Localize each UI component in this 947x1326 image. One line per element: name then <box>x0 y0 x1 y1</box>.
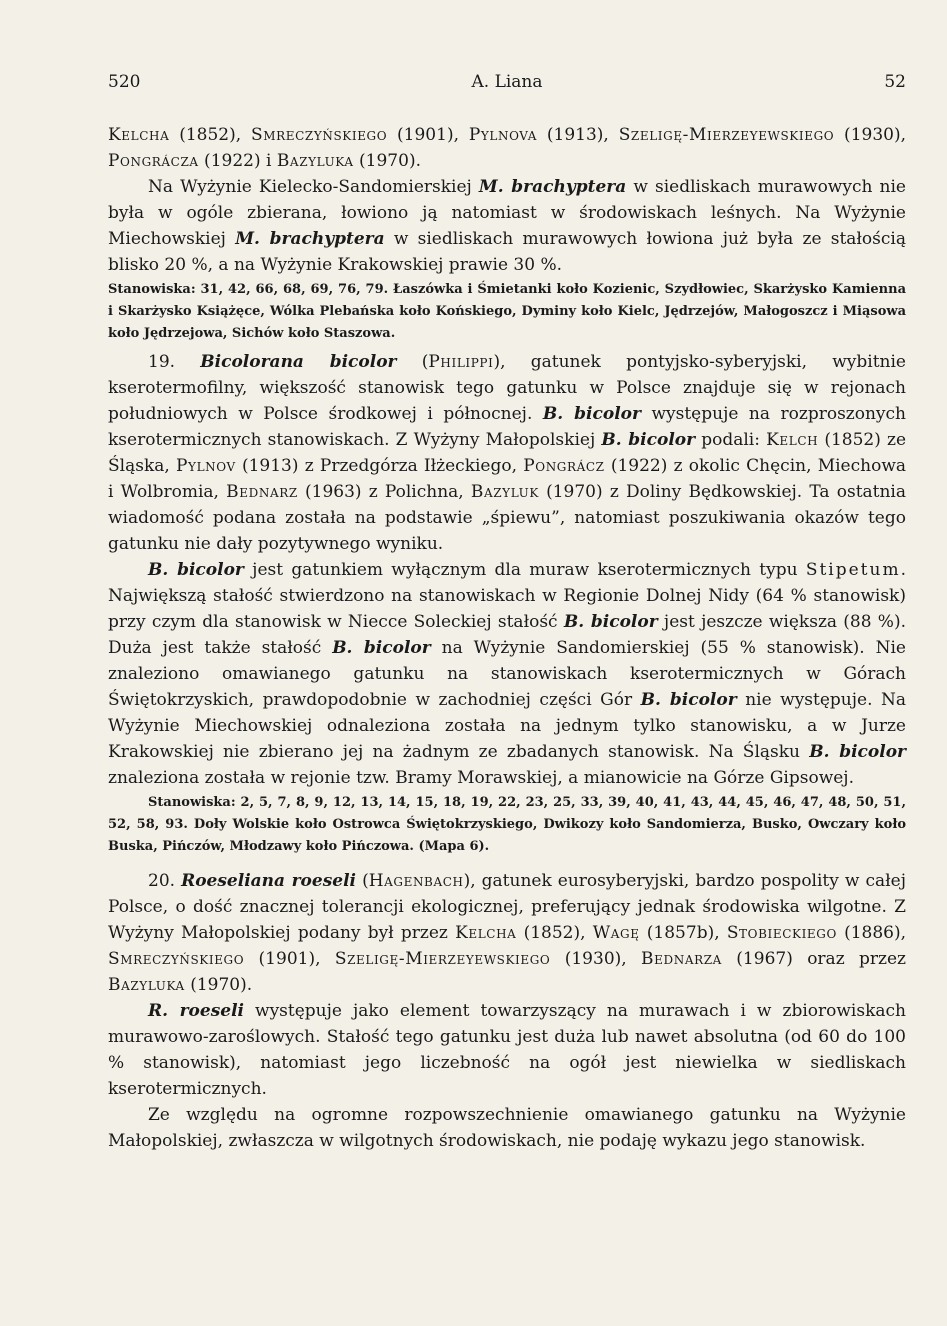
paragraph-bicolorana: 19. Bicolorana bicolor (Philippi), gatunek pontyjsko-syberyjski, wybitnie kserotermofilny, większość stanowisk tego gatunku w Polsce znajduje się w rejonach południowych w Polsce środkowej i północnej. B. bicolor występuje na rozproszonych kserotermicznych stanowiskach. Z Wyżyny Małopolskiej B. bicolor podali: Kelch (1852) ze Śląska, Pylnov (1913) z Przedgórza Iłżeckiego, Pongrácz (1922) z okolic Chęcin, Miechowa i Wolbromia, Bednarz (1963) z Polichna, Bazyluk (1970) z Doliny Będkowskiej. Ta ostatnia wiadomość podana została na podstawie „śpiewu”, natomiast poszukiwania okazów tego gatunku nie dały pozytywnego wyniku. <box>108 352 907 554</box>
paragraph-bicolor-habitat: B. bicolor jest gatunkiem wyłącznym dla muraw kserotermicznych typu Stipetum. Największą stałość stwierdzono na stanowiskach w Regionie Dolnej Nidy (64 % stanowisk) przy czym dla stanowisk w Niecce Soleckiej stałość B. bicolor jest jeszcze większa (88 %). Duża jest także stałość B. bicolor na Wyżynie Sandomierskiej (55 % stanowisk). Nie znaleziono omawianego gatunku na stanowiskach kserotermicznych w Górach Świętokrzyskich, prawdopodobnie w zachodniej części Gór B. bicolor nie występuje. Na Wyżynie Miechowskiej odnaleziona została na jednym tylko stanowisku, a w Jurze Krakowskiej nie zbierano jej na żadnym ze zbadanych stanowisk. Na Śląsku B. bicolor znaleziona została w rejonie tzw. Bramy Morawskiej, a mianowicie na Górze Gipsowej. <box>108 560 906 788</box>
page-number: 520 <box>108 72 141 92</box>
paragraph-brachyptera: Na Wyżynie Kielecko-Sandomierskiej M. brachyptera w siedliskach murawowych nie była w ogóle zbierana, łowiono ją natomiast w środowiskach leśnych. Na Wyżynie Miechowskiej M. brachyptera w siedliskach murawowych łowiona już była ze stałością blisko 20 %, a na Wyżynie Krakowskiej prawie 30 %. <box>108 177 906 275</box>
text-body <box>108 122 906 1154</box>
page-number-original: 52 <box>884 72 906 92</box>
paragraph-roeseliana: 20. Roeseliana roeseli (Hagenbach), gatunek eurosyberyjski, bardzo pospolity w całej Polsce, o dość znacznej tolerancji ekologicznej, preferujący jednak środowiska wilgotne. Z Wyżyny Małopolskiej podany był przez Kelcha (1852), Wagę (1857b), Stobieckiego (1886), Smreczyńskiego (1901), Szeligę-Mierzeyewskiego (1930), Bednarza (1967) oraz przez Bazyluka (1970). <box>108 871 907 995</box>
localities-bicolor: Stanowiska: 2, 5, 7, 8, 9, 12, 13, 14, 15, 18, 19, 22, 23, 25, 33, 39, 40, 41, 43, 44, 45, 46, 47, 48, 50, 51, 52, 58, 93. Doły Wolskie koło Ostrowca Świętokrzyskiego, Dwikozy koło Sandomierza, Busko, Owczary koło Buska, Pińczów, Młodzawy koło Pińczowa. (Mapa 6). <box>108 795 906 854</box>
running-author: A. Liana <box>471 72 543 92</box>
paragraph-closing: Ze względu na ogromne rozpowszechnienie omawianego gatunku na Wyżynie Małopolskiej, zwłaszcza w wilgotnych środowiskach, nie podaję wykazu jego stanowisk. <box>108 1105 906 1151</box>
localities-brachyptera: Stanowiska: 31, 42, 66, 68, 69, 76, 79. Łaszówka i Śmietanki koło Kozienic, Szydłowiec, Skarżysko Kamienna i Skarżysko Książęce, Wólka Plebańska koło Końskiego, Dyminy koło Kielc, Jędrzejów, Małogoszcz i Miąsowa koło Jędrzejowa, Sichów koło Staszowa. <box>108 282 906 341</box>
paragraph-roeseli-habitat: R. roeseli występuje jako element towarzyszący na murawach i w zbiorowiskach murawowo-zaroślowych. Stałość tego gatunku jest duża lub nawet absolutna (od 60 do 100 % stanowisk), natomiast jego liczebność na ogół jest niewielka w siedliskach kserotermicznych. <box>108 1001 906 1099</box>
paragraph-authors: Kelcha (1852), Smreczyńskiego (1901), Pylnova (1913), Szeligę-Mierzeyewskiego (1930), Pongrácza (1922) i Bazyluka (1970). <box>108 125 906 171</box>
running-header <box>108 72 906 98</box>
